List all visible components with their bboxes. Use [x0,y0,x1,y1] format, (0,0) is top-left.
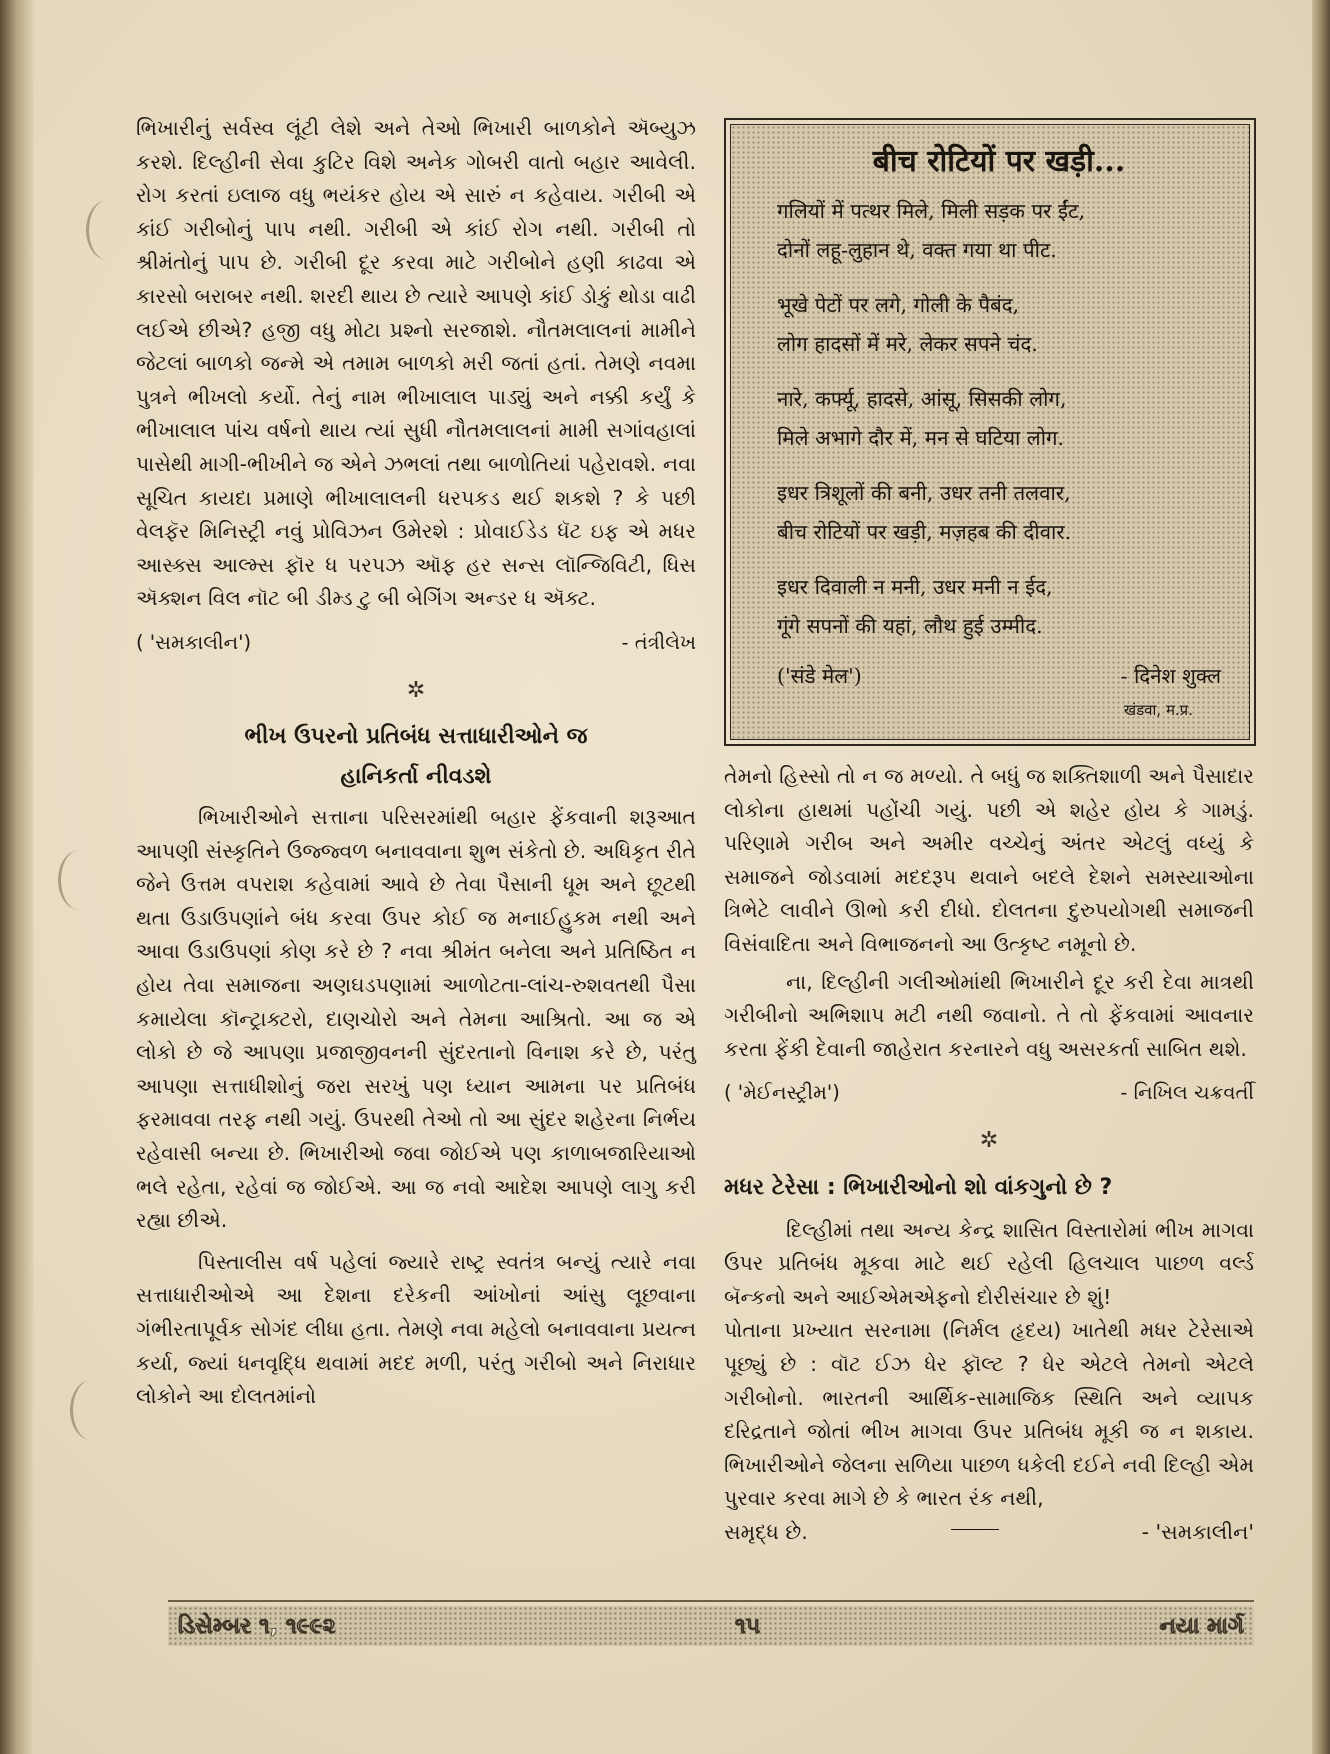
article-paragraph: ના, દિલ્હીની ગલીઓમાંથી ભિખારીને દૂર કરી દેવા માત્રથી ગરીબીનો અભિશાપ મટી નથી જવાનો. તે તો ફેંકવામાં આવનાર કરતા ફેંકી દેવાની જાહેરાત કરનારને વધુ અસરકર્તા સાબિત થશે. [724,969,1254,1061]
section-divider-ornament: ✲ [406,677,426,703]
poem-line: लोग हादसों में मरे, लेकर सपने चंद. [777,332,1038,356]
poem-line: भूखे पेटों पर लगे, गोली के पैबंद, [777,293,1020,317]
poem-box [724,118,1256,746]
poem-stanza [777,474,1221,552]
poem-line: मिले अभागे दौर में, मन से घटिया लोग. [777,426,1065,450]
article-heading-line: ભીખ ઉપરનો પ્રતિબંધ સત્તાધારીઓને જ [244,724,588,750]
poem-line: गलियों में पत्थर मिले, मिली सड़क पर ईंट, [777,199,1085,223]
article-paragraph: ભિખારીનું સર્વસ્વ લૂંટી લેશે અને તેઓ ભિખારી બાળકોને ઍબ્યુઝ કરશે. દિલ્હીની સેવા કુટિર વિશે અનેક ગોબરી વાતો બહાર આવેલી. રોગ કરતાં ઇલાજ વધુ ભયંકર હોય એ સારું ન કહેવાય. ગરીબી એ કાંઈ ગરીબોનું પાપ નથી. ગરીબી એ કાંઈ રોગ નથી. ગરીબી તો શ્રીમંતોનું પાપ છે. ગરીબી દૂર કરવા માટે ગરીબોને હણી કાઢવા એ કારસો બરાબર નથી. શરદી થાય છે ત્યારે આપણે કાંઈ ડોકું થોડા વાઢી લઈએ છીએ? હજી વધુ મોટા પ્રશ્નો સરજાશે. નૌતમલાલનાં મામીને જેટલાં બાળકો જન્મે એ તમામ બાળકો મરી જતાં હતાં. તેમણે નવમા પુત્રને ભીખલો કર્યો. તેનું નામ ભીખાલાલ પાડ્યું અને નક્કી કર્યું કે ભીખાલાલ પાંચ વર્ષનો થાય ત્યાં સુધી નૌતમલાલનાં મામી સગાંવહાલાં પાસેથી માગી-ભીખીને જ એને ઝભલાં તથા બાળોતિયાં પહેરાવશે. નવા સૂચિત કાયદા પ્રમાણે ભીખાલાલની ધરપકડ થઈ શકશે ? કે પછી વેલફૅર મિનિસ્ટ્રી નવું પ્રોવિઝન ઉમેરશે : પ્રોવાઈડેડ ધૅટ ઇફ એ મધર આસ્ક્સ આલ્મ્સ ફૉર ધ પરપઝ ઑફ હર સન્સ લૉન્જિવિટી, ધિસ ઍક્શન વિલ નૉટ બી ડીમ્ડ ટુ બી બેગિંગ અન્ડર ધ ઍક્ટ. [136,116,696,611]
poem-author: - दिनेश शुक्ल [1120,664,1221,688]
poem-title: बीच रोटियों पर खड़ी... [872,144,1126,179]
article-paragraph: દિલ્હીમાં તથા અન્ય કેન્દ્ર શાસિત વિસ્તારોમાં ભીખ માગવા ઉપર પ્રતિબંધ મૂકવા માટે થઈ રહેલી હિલચાલ પાછળ વર્લ્ડ બૅન્કનો અને આઈએમએફનો દોરીસંચાર છે શું! [724,1217,1254,1309]
poem-citation [777,662,1221,690]
article-heading: મધર ટેરેસા : ભિખારીઓનો શો વાંકગુનો છે ? [724,1174,1113,1200]
hole-mark [58,850,101,910]
page-footer [168,1606,1254,1646]
citation-source: ( 'મેઈનસ્ટ્રીમ') [724,1081,840,1105]
article-paragraph: તેમનો હિસ્સો તો ન જ મળ્યો. તે બધું જ શક્તિશાળી અને પૈસાદાર લોકોના હાથમાં પહોંચી ગયું. પછી એ શહેર હોય કે ગામડું. પરિણામે ગરીબ અને અમીર વચ્ચેનું અંતર એટલું વધ્યું કે સમાજને જોડવામાં મદદરૂપ થવાને બદલે દેશને સમસ્યાઓના ત્રિભેટે લાવીને ઊભો કરી દીધો. દોલતના દુરુપયોગથી સમાજની વિસંવાદિતા અને વિભાજનનો આ ઉત્કૃષ્ટ નમૂનો છે. [724,764,1254,956]
footer-date: ડિસેમ્બર ૧, ૧૯૯૨ [178,1613,336,1639]
poem-box-inner [730,124,1250,740]
hole-mark [86,200,129,260]
footer-magazine-name: નયા માર્ગ [1159,1613,1244,1639]
section-divider-ornament: ✲ [979,1127,999,1153]
citation-author: - નિખિલ ચક્રવર્તી [1120,1081,1254,1105]
poem-line: दोनों लहू-लुहान थे, वक्त गया था पीट. [777,238,1057,262]
poem-line: गूंगे सपनों की यहां, लौथ हुई उम्मीद. [777,614,1043,638]
citation-source: - 'સમકાલીન' [1141,1519,1254,1544]
poem-line: बीच रोटियों पर खड़ी, मज़हब की दीवार. [777,520,1072,544]
page-edge-left [0,0,34,1754]
poem-stanza [777,380,1221,458]
article-heading [136,717,696,797]
hole-mark [70,1380,113,1440]
citation-row [724,1076,1254,1110]
closing-text: સમૃદ્ધ છે. [724,1519,808,1544]
citation-author: - તંત્રીલેખ [621,630,696,654]
poem-stanza [777,568,1221,646]
poem-source: ('संडे मेल') [777,664,862,688]
poem-stanza [777,192,1221,270]
page-edge-right [1312,0,1330,1754]
article-paragraph: ભિખારીઓને સત્તાના પરિસરમાંથી બહાર ફેંકવાની શરૂઆત આપણી સંસ્કૃતિને ઉજ્જ્વળ બનાવવાના શુભ સંકેતો છે. અધિકૃત રીતે જેને ઉત્તમ વપરાશ કહેવામાં આવે છે તેવા પૈસાની ધૂમ અને છૂટથી થતા ઉડાઉપણાંને બંધ કરવા ઉપર કોઈ જ મનાઈહુકમ નથી અને આવા ઉડાઉપણાં કોણ કરે છે ? નવા શ્રીમંત બનેલા અને પ્રતિષ્ઠિત ન હોય તેવા સમાજના અણઘડપણામાં આળોટતા-લાંચ-રુશવતથી પૈસા કમાયેલા કૉન્ટ્રાક્ટરો, દાણચોરો અને તેમના આશ્રિતો. આ જ એ લોકો છે જે આપણા પ્રજાજીવનની સુંદરતાનો વિનાશ કરે છે, પરંતુ આપણા સત્તાધીશોનું જરા સરખું પણ ધ્યાન આમના પર પ્રતિબંધ ફરમાવવા તરફ નથી ગયું. ઉપરથી તેઓ તો આ સુંદર શહેરના નિર્ભય રહેવાસી બન્યા છે. ભિખારીઓ જવા જોઈએ પણ કાળાબજારિયાઓ ભલે રહેતા, રહેવાં જ જોઈએ. આ જ નવો આદેશ આપણે લાગુ કરી રહ્યા છીએ. [136,805,696,1233]
left-column [136,112,696,1414]
citation-source: ( 'સમકાલીન') [136,630,252,654]
poem-line: नारे, कर्फ्यू, हादसे, आंसू, सिसकी लोग, [777,387,1067,411]
citation-row [136,626,696,660]
article-paragraph: પિસ્તાલીસ વર્ષ પહેલાં જ્યારે રાષ્ટ્ર સ્વતંત્ર બન્યું ત્યારે નવા સત્તાધારીઓએ આ દેશના દરેકની આંખોનાં આંસુ લૂછવાના ગંભીરતાપૂર્વક સોગંદ લીધા હતા. તેમણે નવા મહેલો બનાવવાના પ્રયત્ન કર્યા, જ્યાં ધનવૃદ્ધિ થવામાં મદદ મળી, પરંતુ ગરીબો અને નિરાધાર લોકોને આ દોલતમાંનો [136,1249,696,1409]
poem-stanza [777,286,1221,364]
closing-row [724,1516,1254,1550]
signature-rule [951,1529,999,1530]
footer-page-number: ૧૫ [734,1613,761,1639]
footer-rule [168,1600,1254,1602]
article-paragraph: પોતાના પ્રખ્યાત સરનામા (નિર્મલ હૃદય) ખાતેથી મધર ટેરેસાએ પૂછ્યું છે : વૉટ ઈઝ ધેર ફૉલ્ટ ? ધેર એટલે તેમનો એટલે ગરીબોનો. ભારતની આર્થિક-સામાજિક સ્થિતિ અને વ્યાપક દરિદ્રતાને જોતાં ભીખ માગવા ઉપર પ્રતિબંધ મૂકી જ ન શકાય. ભિખારીઓને જેલના સળિયા પાછળ ધકેલી દઈને નવી દિલ્હી એમ પુરવાર કરવા માગે છે કે ભારત રંક નથી, [724,1318,1254,1511]
poem-line: इधर दिवाली न मनी, उधर मनी न ईद, [777,575,1053,599]
right-column [724,760,1254,1549]
article-heading-line: હાનિકર્તા નીવડશે [340,764,492,790]
poem-line: इधर त्रिशूलों की बनी, उधर तनी तलवार, [777,481,1071,505]
poem-place: खंडवा, म.प्र. [1123,701,1193,719]
